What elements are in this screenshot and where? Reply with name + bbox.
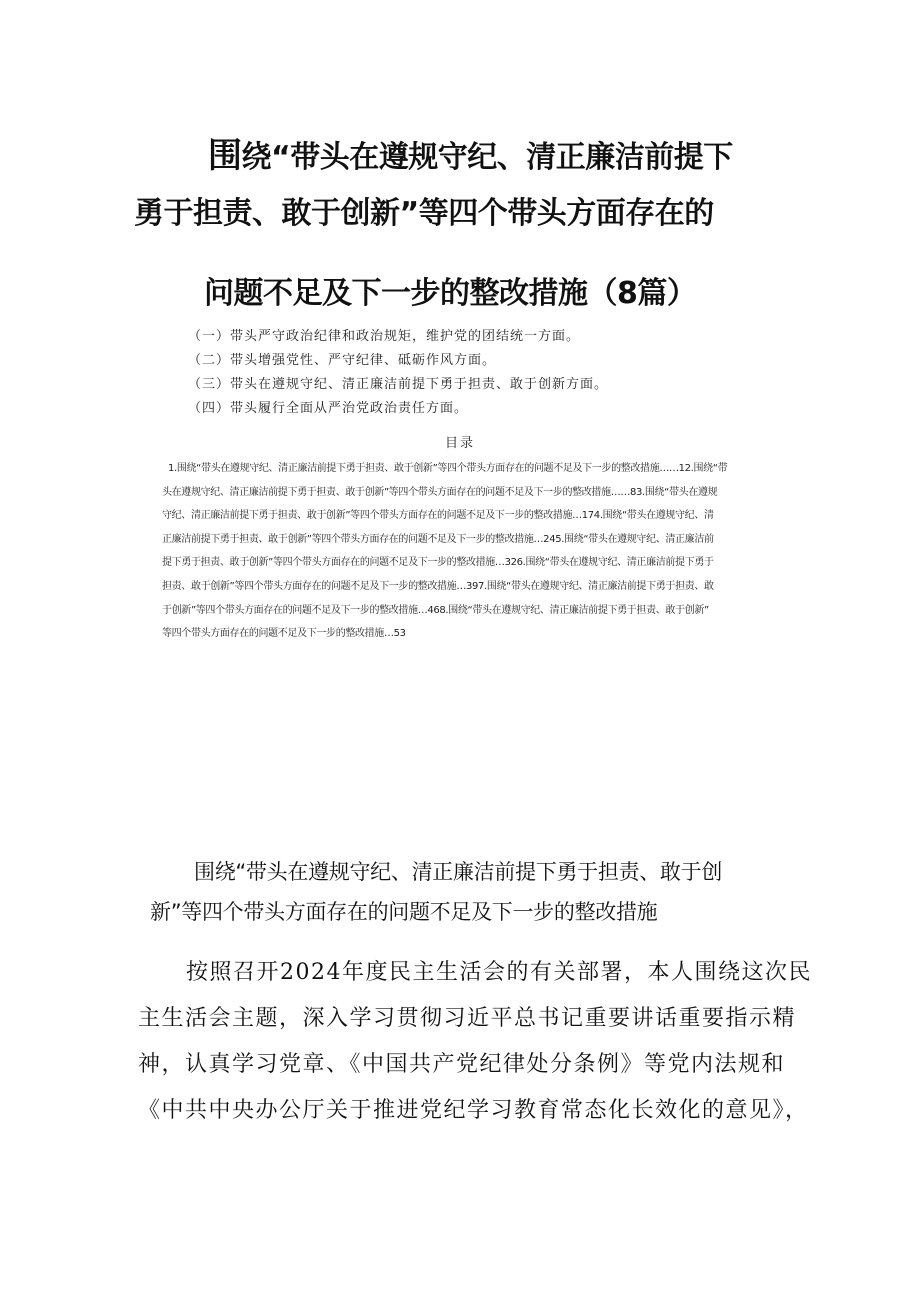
title-line-3: 问题不足及下一步的整改措施（8篇）: [204, 276, 697, 311]
title-line-1: [208, 128, 733, 177]
section-body: [138, 950, 812, 1134]
body-paragraph-line: 《中共中央办公厅关于推进党纪学习教育常态化长效化的意见》，: [138, 1098, 809, 1123]
scope-item: （四）带头履行全面从严治党政治责任方面。: [188, 401, 469, 416]
section-title: [138, 852, 818, 932]
toc-line: 头在遵规守纪、清正廉洁前提下勇于担责、敢于创新”等四个带头方面存在的问题不足及下一步的整改措施……83.围绕“带头在遵规: [162, 486, 718, 498]
title-line-1-text: 绕“带头在遵规守纪、清正廉洁前提下: [241, 140, 733, 175]
body-paragraph-line: 神，认真学习党章、《中国共产党纪律处分条例》等党内法规和: [138, 1052, 786, 1077]
scope-item: （一）带头严守政治纪律和政治规矩，维护党的团结统一方面。: [188, 329, 581, 344]
title-first-char: 围: [208, 136, 242, 176]
body-paragraph-line: 主生活会主题，深入学习贯彻习近平总书记重要讲话重要指示精: [138, 1006, 797, 1031]
toc-line: 担责、敢于创新”等四个带头方面存在的问题不足及下一步的整改措施…397.围绕“带头在遵规守纪、清正廉洁前提下勇于担责、敢: [162, 580, 714, 592]
toc-line: 正廉洁前提下勇于担责、敢于创新”等四个带头方面存在的问题不足及下一步的整改措施…245.围绕“带头在遵规守纪、清正廉洁前: [162, 533, 714, 545]
toc-heading: 目录: [444, 436, 475, 451]
toc-line: 守纪、清正廉洁前提下勇于担责、敢于创新”等四个带头方面存在的问题不足及下一步的整改措施…174.围绕“带头在遵规守纪、清: [162, 510, 714, 522]
scope-list: [188, 325, 608, 421]
scope-item: （二）带头增强党性、严守纪律、砥砺作风方面。: [188, 353, 497, 368]
toc-line: 等四个带头方面存在的问题不足及下一步的整改措施…53: [162, 628, 406, 640]
title-line-2: 勇于担责、敢于创新”等四个带头方面存在的: [134, 196, 714, 231]
scope-item: （三）带头在遵规守纪、清正廉洁前提下勇于担责、敢于创新方面。: [188, 377, 609, 392]
toc-line: 1.围绕“带头在遵规守纪、清正廉洁前提下勇于担责、敢于创新”等四个带头方面存在的问题不足及下一步的整改措施……12.围绕“带: [168, 463, 728, 474]
table-of-contents: [162, 457, 802, 646]
section-title-line-2: 新”等四个带头方面存在的问题不足及下一步的整改措施: [150, 900, 658, 924]
section-title-line-1: 围绕“带头在遵规守纪、清正廉洁前提下勇于担责、敢于创: [194, 860, 723, 884]
body-paragraph-line: 按照召开2024年度民主生活会的有关部署，本人围绕这次民: [186, 960, 812, 985]
toc-line: 提下勇于担责、敢于创新”等四个带头方面存在的问题不足及下一步的整改措施…326.围绕“带头在遵规守纪、清正廉洁前提下勇于: [162, 557, 714, 569]
toc-line: 于创新”等四个带头方面存在的问题不足及下一步的整改措施…468.围绕“带头在遵规守纪、清正廉洁前提下勇于担责、敢于创新”: [162, 604, 709, 616]
